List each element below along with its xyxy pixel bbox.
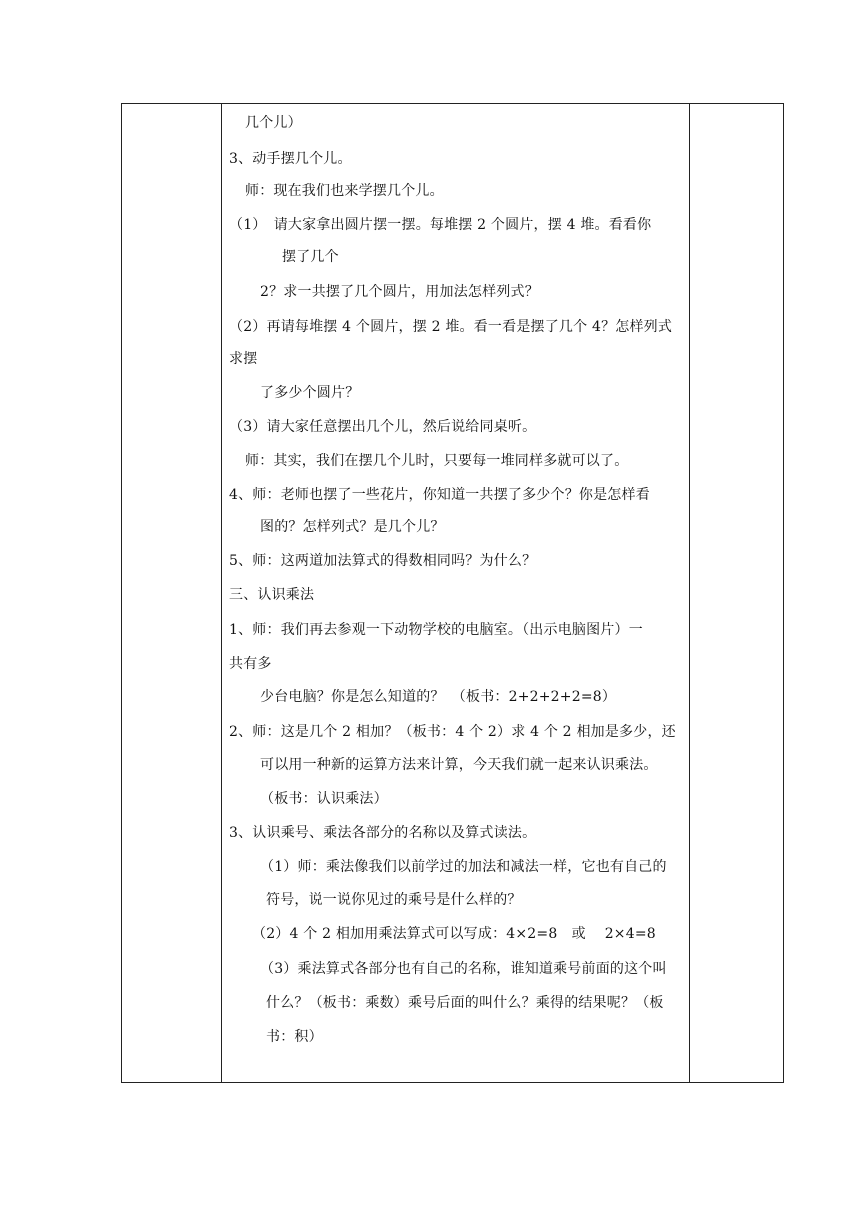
- text-line: 符号，说一说你见过的乘号是什么样的？: [266, 892, 522, 908]
- text-line: 2？求一共摆了几个圆片，用加法怎样列式？: [260, 284, 539, 300]
- text-line: 3、认识乘号、乘法各部分的名称以及算式读法。: [229, 825, 537, 841]
- text-line: （3）请大家任意摆出几个儿，然后说给同桌听。: [229, 419, 537, 435]
- text-line: （板书：认识乘法）: [260, 791, 388, 807]
- text-line: 少台电脑？你是怎么知道的？ （板书：2+2+2+2=8）: [260, 689, 617, 705]
- text-line: 图的？怎样列式？是几个儿？: [260, 519, 445, 535]
- text-line: 几个儿）: [245, 115, 302, 131]
- text-line: （1） 请大家拿出圆片摆一摆。每堆摆 2 个圆片，摆 4 堆。看看你: [229, 217, 652, 233]
- text-line: 了多少个圆片？: [260, 385, 360, 401]
- text-line: 书：积）: [266, 1029, 323, 1045]
- text-line: 求摆: [229, 351, 258, 367]
- text-line: 3、动手摆几个儿。: [229, 151, 352, 167]
- text-line: 摆了几个: [282, 249, 339, 265]
- text-line: 2、师：这是几个 2 相加？（板书：4 个 2）求 4 个 2 相加是多少，还: [229, 724, 676, 740]
- text-line: 师：现在我们也来学摆几个儿。: [245, 183, 444, 199]
- text-line: （1）师：乘法像我们以前学过的加法和减法一样，它也有自己的: [260, 859, 667, 875]
- section-heading: 三、认识乘法: [229, 587, 315, 603]
- text-line: 1、师：我们再去参观一下动物学校的电脑室。（出示电脑图片）一: [229, 622, 643, 638]
- text-line: （2）再请每堆摆 4 个圆片，摆 2 堆。看一看是摆了几个 4？怎样列式: [229, 319, 673, 335]
- text-line: 什么？（板书：乘数）乘号后面的叫什么？乘得的结果呢？（板: [266, 995, 664, 1011]
- text-line: （2）4 个 2 相加用乘法算式可以写成：4×2=8 或 2×4=8: [252, 926, 656, 942]
- text-line: 可以用一种新的运算方法来计算，今天我们就一起来认识乘法。: [260, 757, 658, 773]
- text-line: 师：其实，我们在摆几个儿时，只要每一堆同样多就可以了。: [245, 453, 629, 469]
- text-line: （3）乘法算式各部分也有自己的名称，谁知道乘号前面的这个叫: [260, 961, 667, 977]
- text-line: 共有多: [229, 656, 272, 672]
- text-line: 4、师：老师也摆了一些花片，你知道一共摆了多少个？你是怎样看: [229, 487, 650, 503]
- text-line: 5、师：这两道加法算式的得数相同吗？为什么？: [229, 553, 537, 569]
